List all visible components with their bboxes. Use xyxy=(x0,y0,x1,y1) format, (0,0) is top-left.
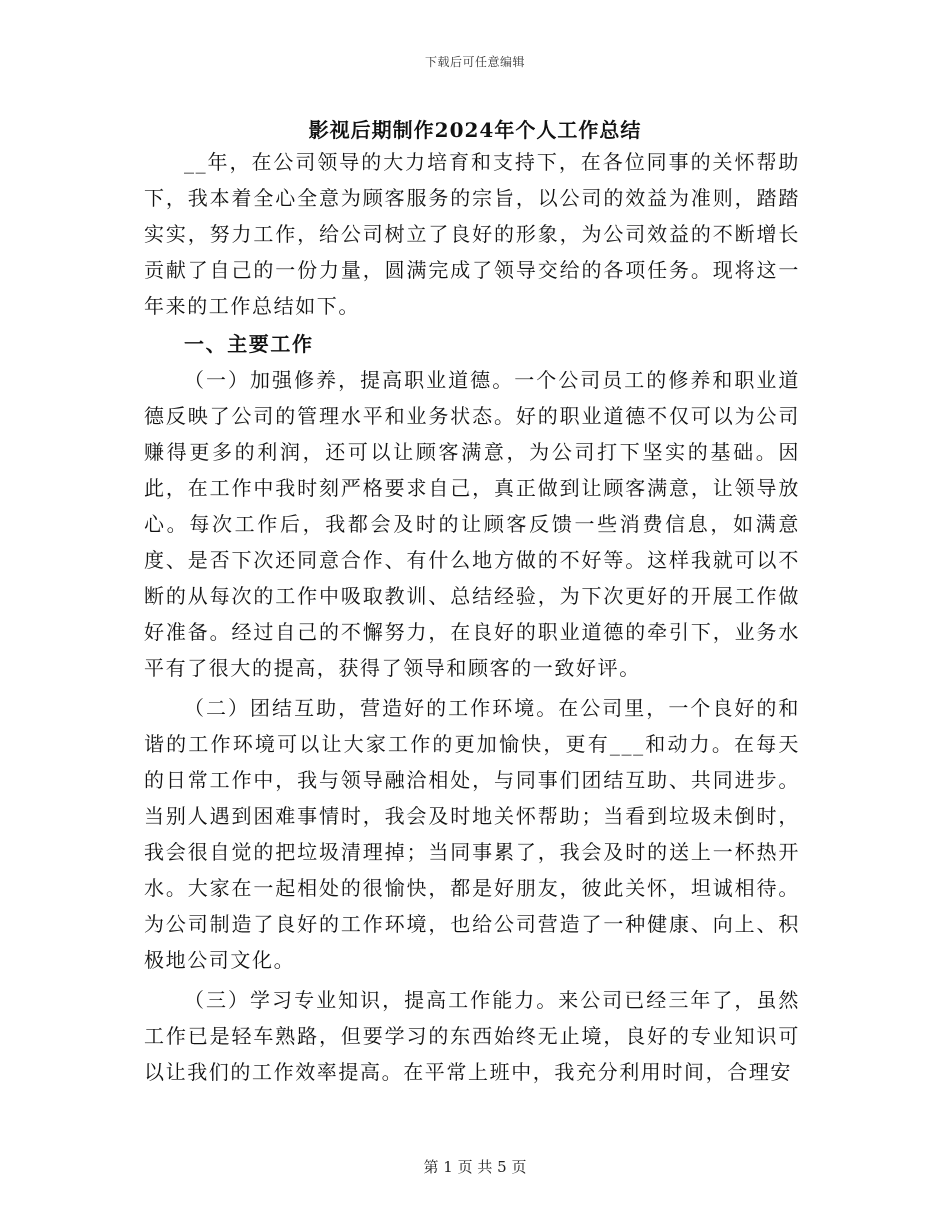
body-paragraph: （三）学习专业知识，提高工作能力。来公司已经三年了，虽然工作已是轻车熟路，但要学习的东西始终无止境，良好的专业知识可以让我们的工作效率提高。在平常上班中，我充分利用时间，合理安 xyxy=(144,988,800,1084)
document-title: 影视后期制作2024年个人工作总结 xyxy=(308,118,642,142)
header-note: 下载后可任意编辑 xyxy=(424,55,525,69)
section-heading: 一、主要工作 xyxy=(184,332,314,356)
page-number: 第 1 页 共 5 页 xyxy=(423,1158,527,1176)
body-paragraph: （一）加强修养，提高职业道德。一个公司员工的修养和职业道德反映了公司的管理水平和业务状态。好的职业道德不仅可以为公司赚得更多的利润，还可以让顾客满意，为公司打下坚实的基础。因此，在工作中我时刻严格要求自己，真正做到让顾客满意，让领导放心。每次工作后，我都会及时的让顾客反馈一些消费信息，如满意度、是否下次还同意合作、有什么地方做的不好等。这样我就可以不断的从每次的工作中吸取教训、总结经验，为下次更好的开展工作做好准备。经过自己的不懈努力，在良好的职业道德的牵引下，业务水平有了很大的提高，获得了领导和顾客的一致好评。 xyxy=(144,368,800,680)
body-paragraph: （二）团结互助，营造好的工作环境。在公司里，一个良好的和谐的工作环境可以让大家工作的更加愉快，更有___和动力。在每天的日常工作中，我与领导融洽相处，与同事们团结互助、共同进步。当别人遇到困难事情时，我会及时地关怀帮助；当看到垃圾未倒时，我会很自觉的把垃圾清理掉；当同事累了，我会及时的送上一杯热开水。大家在一起相处的很愉快，都是好朋友，彼此关怀，坦诚相待。为公司制造了良好的工作环境，也给公司营造了一种健康、向上、积极地公司文化。 xyxy=(144,696,800,972)
document-body xyxy=(144,144,800,1090)
intro-paragraph: __年，在公司领导的大力培育和支持下，在各位同事的关怀帮助下，我本着全心全意为顾客服务的宗旨，以公司的效益为准则，踏踏实实，努力工作，给公司树立了良好的形象，为公司效益的不断增长贡献了自己的一份力量，圆满完成了领导交给的各项任务。现将这一年来的工作总结如下。 xyxy=(144,150,800,318)
